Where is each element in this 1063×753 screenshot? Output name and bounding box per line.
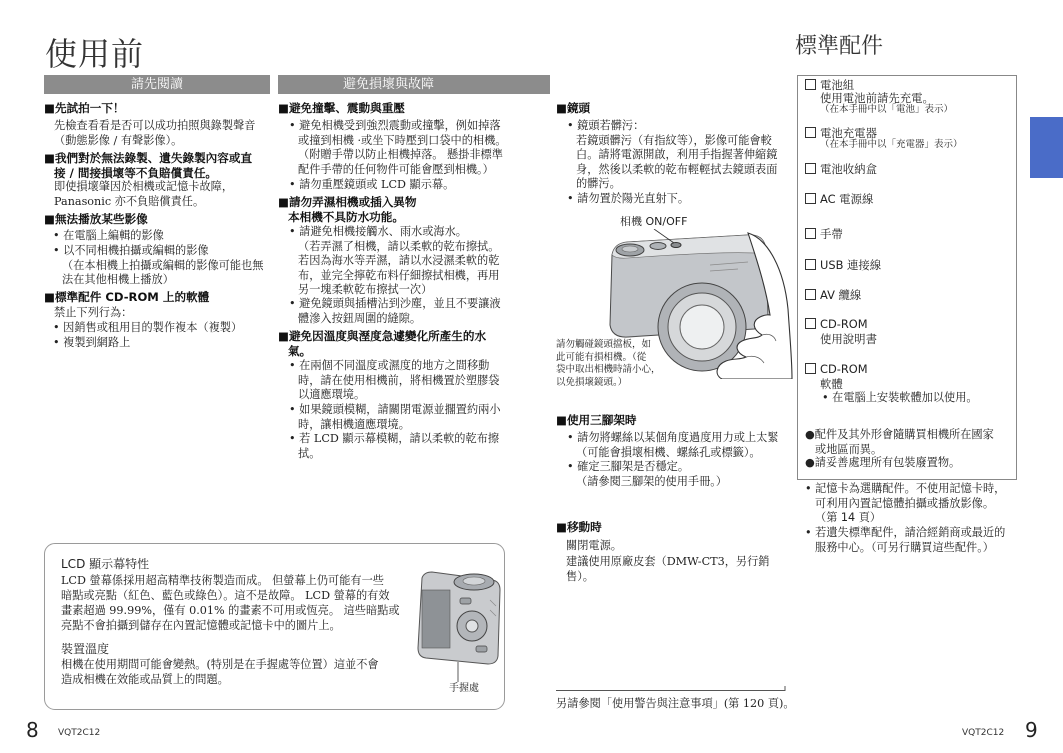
- page-title-accessories: 標準配件: [795, 34, 884, 59]
- checkbox-square: [805, 259, 816, 270]
- section-bar-read-first: 請先閱讀: [44, 75, 270, 94]
- text-try-shot: 先檢查看看是否可以成功拍照與錄製聲音 （動態影像 / 有聲影像）。: [54, 119, 256, 147]
- accessory-battery-sub: （在本手冊中以「電池」表示）: [820, 104, 954, 115]
- heading-liability: ■我們對於無法錄製、遺失錄製內容或直 接 / 間接損壞等不負賠償責任。: [44, 151, 253, 180]
- accessory-cdrom-software: CD-ROM: [820, 362, 868, 376]
- bullet-condensation-1: • 在兩個不同溫度或濕度的地方之間移動 時，請在使用相機前，將相機置於塑膠袋 以適應環境。: [289, 359, 500, 401]
- accessory-usb-cable: USB 連接線: [820, 258, 882, 272]
- heading-playback: ■無法播放某些影像: [44, 212, 148, 226]
- accessory-cdrom-software-note: 軟體: [820, 377, 843, 391]
- checkbox-square: [805, 79, 816, 90]
- accessories-note-region: ●配件及其外形會隨購買相機所在國家 或地區而異。: [805, 428, 994, 456]
- accessory-strap: 手帶: [820, 227, 843, 241]
- grip-label: 手握處: [449, 683, 479, 694]
- bullet-water-1: • 請避免相機接觸水、雨水或海水。 （若弄濕了相機，請以柔軟的乾布擦拭。 若因為海水等弄濕，請以水浸濕柔軟的乾 布，並完全擰乾布料仔細擦拭相機，再用 另一塊柔軟乾布擦拭一次）: [289, 225, 500, 296]
- accessory-cdrom-manual-note: 使用說明書: [820, 332, 877, 346]
- bullet-water-2: • 避免鏡頭與插槽沾到沙塵，並且不要讓液 體滲入按鈕周圍的縫隙。: [289, 297, 501, 325]
- text-software: 禁止下列行為：: [54, 306, 133, 319]
- text-liability: 即使損壞肇因於相機或記憶卡故障， Panasonic 亦不負賠償責任。: [54, 180, 234, 208]
- checkbox-square: [805, 127, 816, 138]
- checkbox-square: [805, 318, 816, 329]
- bullet-condensation-3: • 若 LCD 顯示幕模糊，請以柔軟的乾布擦 拭。: [289, 432, 500, 460]
- heading-try-shot: ■先試拍一下！: [44, 101, 125, 115]
- page-number-left: 8: [26, 718, 39, 742]
- heading-moving: ■移動時: [556, 520, 602, 534]
- chapter-side-tab: [1030, 117, 1063, 178]
- bullet-impact-2: • 請勿重壓鏡頭或 LCD 顯示幕。: [289, 178, 455, 191]
- figure-caption-lens-barrier: 請勿觸碰鏡頭擋板，如 此可能有損相機。（從 袋中取出相機時請小心， 以免損壞鏡頭。）: [556, 339, 661, 388]
- bullet-lens-dirty: • 鏡頭若髒污： 若鏡頭髒污（有指紋等），影像可能會較 白。請將電源開啟，利用手指握著伸縮鏡 身，然後以柔軟的乾布輕輕拭去鏡頭表面 的髒污。: [567, 119, 778, 190]
- page-number-right: 9: [1025, 718, 1038, 742]
- footnote-memory-card: • 記憶卡為選購配件。不使用記憶卡時， 可利用內置記憶體拍攝或播放影像。 （第 14 頁）: [805, 482, 1006, 524]
- accessory-cdrom-software-bullet: • 在電腦上安裝軟體加以使用。: [822, 391, 978, 404]
- doc-code-right: VQT2C12: [962, 728, 1005, 738]
- text-moving: 關閉電源。 建議使用原廠皮套（DMW-CT3，另行銷 售）。: [566, 539, 770, 583]
- bullet-condensation-2: • 如果鏡頭模糊，請關閉電源並擱置約兩小 時，讓相機適應環境。: [289, 403, 501, 431]
- heading-impact: ■避免撞擊、震動與重壓: [278, 101, 405, 115]
- figure-label-on-off: 相機 ON/OFF: [620, 215, 688, 228]
- bullet-tripod-2: • 確定三腳架是否穩定。 （請參閱三腳架的使用手冊。）: [567, 460, 728, 488]
- accessory-charger-sub: （在本手冊中以「充電器」表示）: [820, 139, 963, 150]
- bullet-playback-other-camera: • 以不同相機拍攝或編輯的影像 （在本相機上拍攝或編輯的影像可能也無 法在其他相機上播放）: [53, 244, 264, 286]
- accessory-battery-pack: 電池組: [820, 78, 855, 92]
- footnote-lost-accessories: • 若遺失標準配件，請洽經銷商或最近的 服務中心。（可另行購買這些配件。）: [805, 526, 1006, 554]
- bullet-lens-sunlight: • 請勿置於陽光直射下。: [567, 192, 690, 205]
- lcd-box-text: LCD 螢幕係採用超高精準技術製造而成。 但螢幕上仍可能有一些 暗點或亮點（紅色、藍色或綠色）。這不是故障。 LCD 螢幕的有效 畫素超過 99.99%，僅有 0.01% 的畫素不可用或恆亮。 這些暗點或 亮點不會拍攝到儲存在內置記憶體或記憶卡中的圖片上。: [61, 574, 400, 632]
- bullet-software-copy: • 因銷售或租用目的製作複本（複製）: [53, 321, 243, 334]
- reference-divider: [556, 685, 788, 693]
- heading-condensation: ■避免因溫度與溼度急遽變化所產生的水 氣。: [278, 329, 487, 358]
- accessory-charger: 電池充電器: [820, 126, 877, 140]
- checkbox-square: [805, 363, 816, 374]
- bullet-tripod-1: • 請勿將螺絲以某個角度過度用力或上太緊 （可能會損壞相機、螺絲孔或標籤）。: [567, 431, 779, 459]
- accessory-battery-note: 使用電池前請先充電。: [820, 91, 934, 105]
- bullet-software-network: • 複製到網路上: [53, 336, 131, 349]
- page-title-before-use: 使用前: [45, 35, 145, 73]
- lcd-info-box: [44, 543, 505, 710]
- camera-grip-illustration: [412, 570, 504, 684]
- checkbox-square: [805, 193, 816, 204]
- checkbox-square: [805, 228, 816, 239]
- accessory-ac-cable: AC 電源線: [820, 192, 874, 206]
- reference-warnings: 另請參閱「使用警告與注意事項」(第 120 頁)。: [556, 697, 795, 710]
- checkbox-square: [805, 163, 816, 174]
- accessory-battery-case: 電池收納盒: [820, 162, 877, 176]
- heading-software: ■標準配件 CD-ROM 上的軟體: [44, 290, 210, 304]
- accessory-av-cable: AV 纜線: [820, 288, 862, 302]
- heading-tripod: ■使用三腳架時: [556, 413, 637, 427]
- checkbox-square: [805, 289, 816, 300]
- accessory-cdrom-manual: CD-ROM: [820, 317, 868, 331]
- temperature-title: 裝置溫度: [61, 642, 110, 656]
- heading-water: ■請勿弄濕相機或插入異物 本相機不具防水功能。: [278, 195, 417, 224]
- heading-lens: ■鏡頭: [556, 101, 591, 115]
- section-bar-avoid-damage: 避免損壞與故障: [278, 75, 550, 94]
- lcd-box-title: LCD 顯示幕特性: [61, 557, 150, 571]
- bullet-playback-pc: • 在電腦上編輯的影像: [53, 229, 164, 242]
- doc-code-left: VQT2C12: [58, 728, 101, 738]
- bullet-impact-1: • 避免相機受到強烈震動或撞擊，例如掉落 或撞到相機 ·或坐下時壓到口袋中的相機。 （附贈手帶以防止相機掉落。 懸掛非標準 配件手帶的任何物件可能會壓到相機。）: [289, 119, 507, 176]
- accessories-note-packaging: ●請妥善處理所有包裝廢置物。: [805, 456, 961, 469]
- temperature-text: 相機在使用期間可能會變熱。(特別是在手握處等位置）這並不會 造成相機在效能或品質上的問題。: [61, 658, 379, 686]
